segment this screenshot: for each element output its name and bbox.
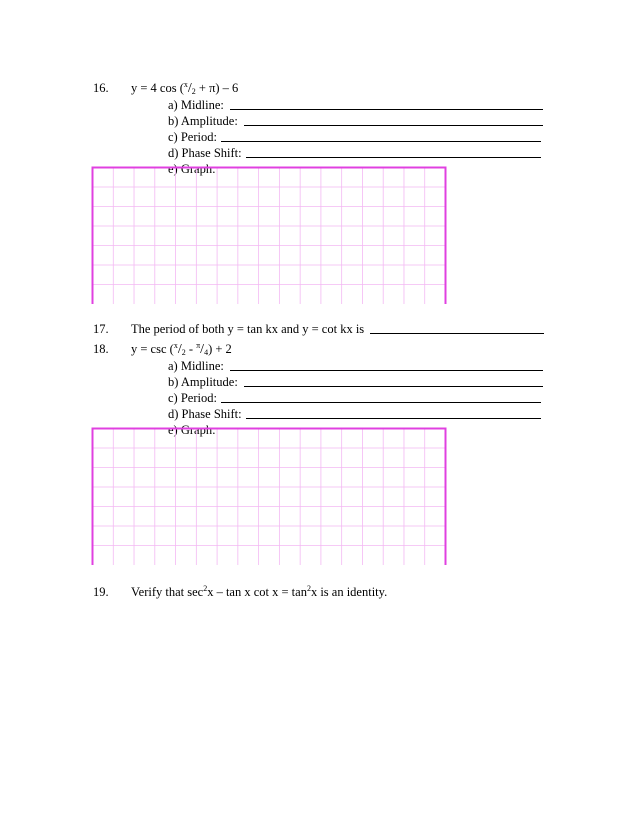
eq-middle: + π) – 6 — [195, 81, 239, 95]
p16-amplitude-label: b) Amplitude: — [168, 114, 238, 128]
grid-border — [93, 168, 446, 305]
p18-graph-grid[interactable] — [91, 427, 447, 565]
p18-period-answer-line[interactable] — [221, 402, 541, 403]
problem-16-number: 16. — [93, 81, 109, 95]
grid-border — [93, 429, 446, 566]
problem-18-equation — [131, 342, 232, 357]
p17-answer-line[interactable] — [370, 333, 544, 334]
p18-period-label: c) Period: — [168, 391, 217, 405]
p18-phase-shift-answer-line[interactable] — [246, 418, 541, 419]
eq-minus: - — [185, 342, 197, 356]
problem-19-text: Verify that $\sec^2x$ – tan x $\cot x = \tan^2x$ is an identity. — [131, 584, 388, 599]
p18-amplitude-answer-line[interactable] — [244, 386, 543, 387]
p18-phase-shift-label: d) Phase Shift: — [168, 407, 242, 421]
problem-16-equation — [131, 81, 238, 96]
fraction-pi-over-4: $^\pi/_4$ — [196, 341, 209, 357]
fraction-x-over-2: $^x/_2$ — [183, 80, 196, 96]
problem-18-number: 18. — [93, 342, 109, 356]
p16-phase-shift-label: d) Phase Shift: — [168, 146, 242, 160]
fraction-x-over-2: $^x/_2$ — [173, 341, 186, 357]
eq-prefix: y = 4 cos ( — [131, 81, 184, 95]
p18-midline-answer-line[interactable] — [230, 370, 543, 371]
p16-phase-shift-answer-line[interactable] — [246, 157, 541, 158]
p16-graph-grid[interactable] — [91, 166, 447, 304]
problem-19-number: 19. — [93, 585, 109, 599]
problem-17-text: The period of both y = tan kx and y = cot kx is — [131, 322, 365, 336]
p16-midline-label: a) Midline: — [168, 98, 224, 112]
p16-graph-label: e) Graph: — [168, 162, 216, 176]
p16-midline-answer-line[interactable] — [230, 109, 543, 110]
p16-amplitude-answer-line[interactable] — [244, 125, 543, 126]
eq-suffix: ) + 2 — [208, 342, 232, 356]
p18-amplitude-label: b) Amplitude: — [168, 375, 238, 389]
problem-17-number: 17. — [93, 322, 109, 336]
eq-prefix: y = csc ( — [131, 342, 174, 356]
p18-graph-label: e) Graph: — [168, 423, 216, 437]
p16-period-answer-line[interactable] — [221, 141, 541, 142]
p18-midline-label: a) Midline: — [168, 359, 224, 373]
p16-period-label: c) Period: — [168, 130, 217, 144]
